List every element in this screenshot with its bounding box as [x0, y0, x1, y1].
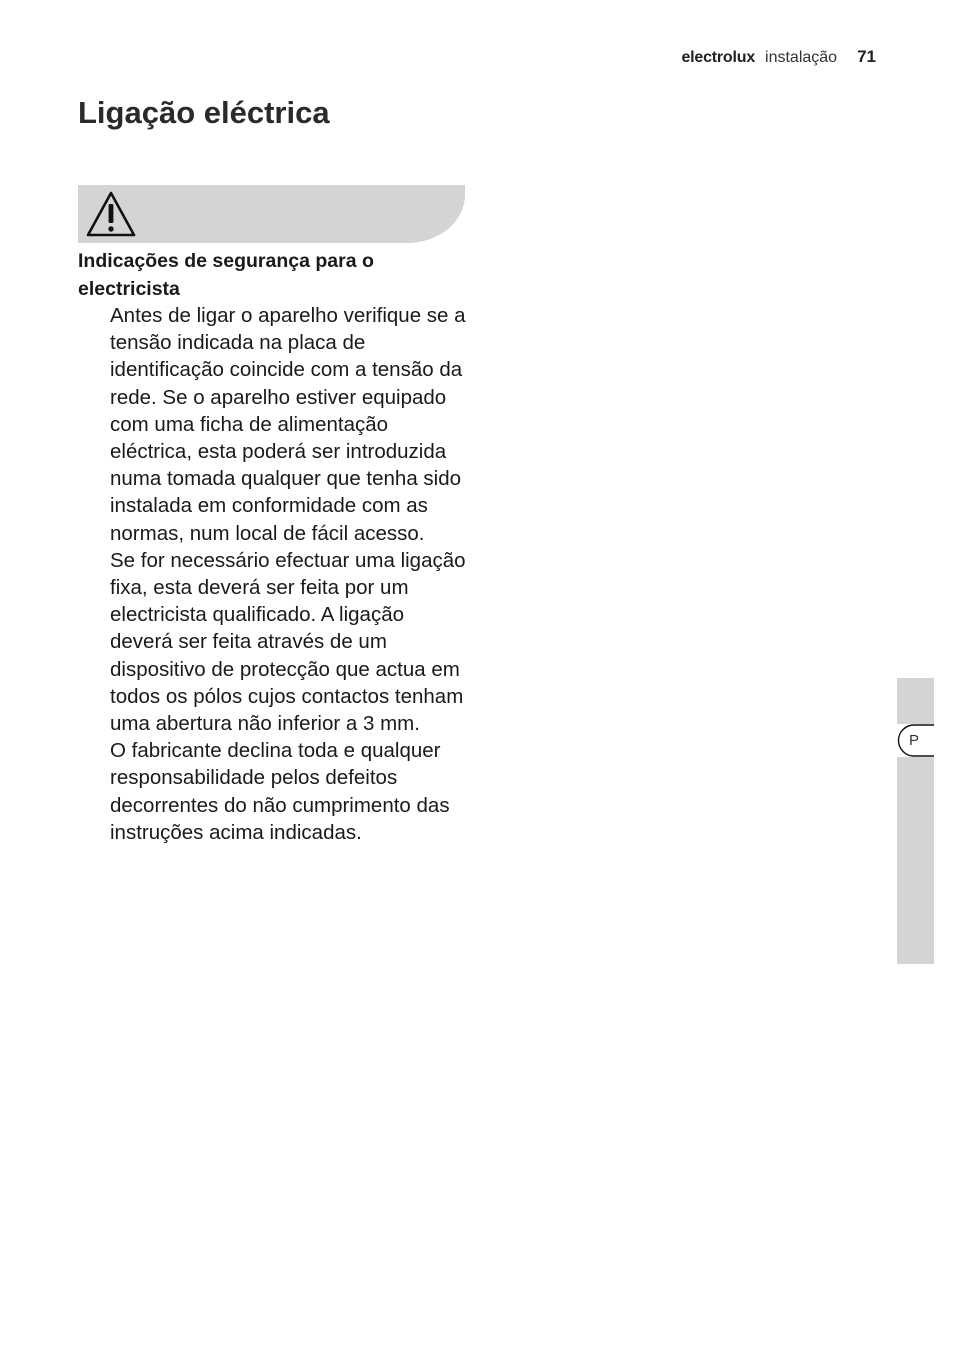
page-number: 71 [857, 47, 876, 66]
paragraph-disclaimer: O fabricante declina toda e qualquer responsabilidade pelos defeitos decorrentes do não cumprimento das instruções acima indicadas. [110, 739, 450, 844]
body-text [110, 302, 470, 846]
brand-name: electrolux [681, 49, 756, 66]
section-name: instalação [765, 49, 838, 66]
warning-triangle-icon [85, 189, 137, 239]
language-letter: P [908, 732, 919, 749]
page-header [681, 47, 876, 67]
warning-banner [78, 185, 465, 243]
safety-subheading: Indicações de segurança para o electricista [78, 250, 374, 300]
page-title: Ligação eléctrica [78, 95, 330, 130]
paragraph-connection-check: Antes de ligar o aparelho verifique se a tensão indicada na placa de identificação coincide com a tensão da rede. Se o aparelho estiver equipado com uma ficha de alimentação eléctrica, esta poderá ser introduzida numa tomada qualquer que tenha sido instalada em conformidade com as normas, num local de fácil acesso. [110, 304, 466, 545]
paragraph-fixed-connection: Se for necessário efectuar uma ligação fixa, esta deverá ser feita por um electricista qualificado. A ligação deverá ser feita através de um dispositivo de protecção que actua em todos os pólos cujos contactos tenham uma abertura não inferior a 3 mm. [110, 548, 466, 736]
language-side-tab [897, 678, 934, 964]
language-badge [897, 724, 934, 757]
